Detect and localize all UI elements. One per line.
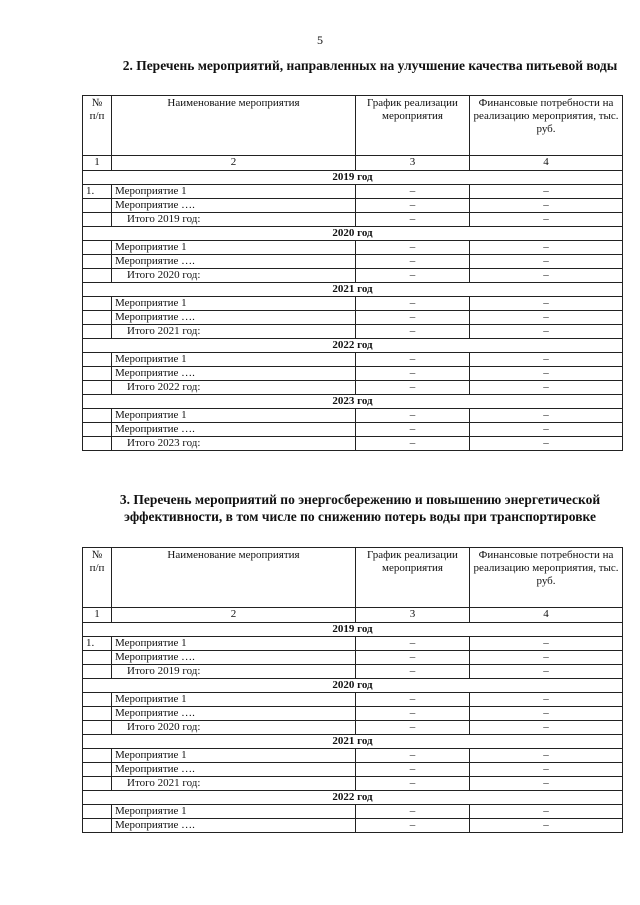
activity-name: Мероприятие 1 <box>112 805 356 819</box>
finance-value: – <box>470 749 623 763</box>
schedule-value: – <box>356 777 470 791</box>
row-number <box>83 665 112 679</box>
row-number <box>83 269 112 283</box>
table-row <box>83 651 623 665</box>
column-number-row <box>83 156 623 171</box>
row-number <box>83 297 112 311</box>
activity-name: Мероприятие …. <box>112 423 356 437</box>
schedule-value: – <box>356 665 470 679</box>
activity-name: Мероприятие 1 <box>112 693 356 707</box>
table-row <box>83 665 623 679</box>
row-number <box>83 437 112 451</box>
header-col3: График реализации мероприятия <box>356 548 470 608</box>
finance-value: – <box>470 437 623 451</box>
year-row <box>83 339 623 353</box>
table-row <box>83 367 623 381</box>
activity-name: Мероприятие …. <box>112 763 356 777</box>
activity-name: Мероприятие 1 <box>112 297 356 311</box>
activity-name: Мероприятие …. <box>112 199 356 213</box>
finance-value: – <box>470 819 623 833</box>
finance-value: – <box>470 721 623 735</box>
year-label: 2020 год <box>83 227 623 241</box>
year-label: 2022 год <box>83 791 623 805</box>
table-row <box>83 437 623 451</box>
column-number: 4 <box>470 156 623 171</box>
column-number: 4 <box>470 608 623 623</box>
table-row <box>83 269 623 283</box>
activity-name: Мероприятие …. <box>112 367 356 381</box>
header-col1: № п/п <box>83 96 112 156</box>
total-label: Итого 2020 год: <box>112 269 356 283</box>
row-number <box>83 693 112 707</box>
total-label: Итого 2020 год: <box>112 721 356 735</box>
row-number <box>83 353 112 367</box>
column-number-row <box>83 608 623 623</box>
finance-value: – <box>470 255 623 269</box>
finance-value: – <box>470 185 623 199</box>
year-label: 2023 год <box>83 395 623 409</box>
row-number: 1. <box>83 637 112 651</box>
schedule-value: – <box>356 707 470 721</box>
year-label: 2020 год <box>83 679 623 693</box>
schedule-value: – <box>356 721 470 735</box>
row-number <box>83 749 112 763</box>
section-3-title: 3. Перечень мероприятий по энергосбережению и повышению энергетической эффективности, в том числе по снижению потерь воды при транспортировке <box>119 492 601 524</box>
schedule-value: – <box>356 437 470 451</box>
table-row <box>83 763 623 777</box>
finance-value: – <box>470 707 623 721</box>
table-row <box>83 325 623 339</box>
schedule-value: – <box>356 409 470 423</box>
total-label: Итого 2019 год: <box>112 213 356 227</box>
finance-value: – <box>470 213 623 227</box>
activity-name: Мероприятие 1 <box>112 409 356 423</box>
total-label: Итого 2021 год: <box>112 325 356 339</box>
row-number <box>83 213 112 227</box>
schedule-value: – <box>356 241 470 255</box>
row-number <box>83 721 112 735</box>
schedule-value: – <box>356 805 470 819</box>
column-number: 3 <box>356 608 470 623</box>
table-row <box>83 311 623 325</box>
schedule-value: – <box>356 367 470 381</box>
row-number <box>83 777 112 791</box>
column-number: 1 <box>83 608 112 623</box>
year-label: 2019 год <box>83 171 623 185</box>
table-row <box>83 749 623 763</box>
table-row <box>83 693 623 707</box>
year-row <box>83 395 623 409</box>
year-row <box>83 171 623 185</box>
row-number <box>83 381 112 395</box>
activity-name: Мероприятие 1 <box>112 185 356 199</box>
schedule-value: – <box>356 749 470 763</box>
row-number <box>83 311 112 325</box>
finance-value: – <box>470 381 623 395</box>
schedule-value: – <box>356 693 470 707</box>
finance-value: – <box>470 199 623 213</box>
row-number <box>83 325 112 339</box>
finance-value: – <box>470 805 623 819</box>
row-number: 1. <box>83 185 112 199</box>
finance-value: – <box>470 651 623 665</box>
row-number <box>83 409 112 423</box>
row-number <box>83 763 112 777</box>
activity-name: Мероприятие 1 <box>112 637 356 651</box>
year-label: 2021 год <box>83 283 623 297</box>
activity-name: Мероприятие 1 <box>112 241 356 255</box>
finance-value: – <box>470 637 623 651</box>
year-row <box>83 791 623 805</box>
row-number <box>83 367 112 381</box>
schedule-value: – <box>356 819 470 833</box>
schedule-value: – <box>356 297 470 311</box>
finance-value: – <box>470 353 623 367</box>
table-row <box>83 213 623 227</box>
table-row <box>83 819 623 833</box>
page-number: 5 <box>317 33 323 47</box>
header-col4: Финансовые потребности на реализацию мероприятия, тыс. руб. <box>470 548 623 608</box>
schedule-value: – <box>356 185 470 199</box>
table-row <box>83 185 623 199</box>
section-2-table <box>82 95 623 451</box>
table-row <box>83 637 623 651</box>
finance-value: – <box>470 325 623 339</box>
schedule-value: – <box>356 213 470 227</box>
year-row <box>83 735 623 749</box>
schedule-value: – <box>356 381 470 395</box>
year-row <box>83 623 623 637</box>
row-number <box>83 255 112 269</box>
row-number <box>83 241 112 255</box>
row-number <box>83 707 112 721</box>
header-col4: Финансовые потребности на реализацию мероприятия, тыс. руб. <box>470 96 623 156</box>
year-row <box>83 679 623 693</box>
table-row <box>83 241 623 255</box>
finance-value: – <box>470 665 623 679</box>
table-row <box>83 707 623 721</box>
table-row <box>83 409 623 423</box>
finance-value: – <box>470 777 623 791</box>
activity-name: Мероприятие …. <box>112 819 356 833</box>
year-label: 2021 год <box>83 735 623 749</box>
table-row <box>83 255 623 269</box>
schedule-value: – <box>356 651 470 665</box>
header-col1: № п/п <box>83 548 112 608</box>
schedule-value: – <box>356 763 470 777</box>
row-number <box>83 199 112 213</box>
year-label: 2019 год <box>83 623 623 637</box>
table-header-row <box>83 96 623 156</box>
activity-name: Мероприятие …. <box>112 255 356 269</box>
table-row <box>83 381 623 395</box>
table-row <box>83 297 623 311</box>
table-row <box>83 805 623 819</box>
section-3-table <box>82 547 623 833</box>
row-number <box>83 819 112 833</box>
year-row <box>83 283 623 297</box>
finance-value: – <box>470 269 623 283</box>
finance-value: – <box>470 423 623 437</box>
total-label: Итого 2023 год: <box>112 437 356 451</box>
year-label: 2022 год <box>83 339 623 353</box>
table-row <box>83 353 623 367</box>
table-row <box>83 423 623 437</box>
header-col3: График реализации мероприятия <box>356 96 470 156</box>
total-label: Итого 2021 год: <box>112 777 356 791</box>
activity-name: Мероприятие …. <box>112 707 356 721</box>
row-number <box>83 423 112 437</box>
schedule-value: – <box>356 353 470 367</box>
schedule-value: – <box>356 325 470 339</box>
total-label: Итого 2019 год: <box>112 665 356 679</box>
column-number: 2 <box>112 156 356 171</box>
finance-value: – <box>470 693 623 707</box>
schedule-value: – <box>356 637 470 651</box>
table-row <box>83 777 623 791</box>
table-row <box>83 199 623 213</box>
finance-value: – <box>470 297 623 311</box>
schedule-value: – <box>356 255 470 269</box>
finance-value: – <box>470 763 623 777</box>
row-number <box>83 651 112 665</box>
year-row <box>83 227 623 241</box>
section-2-title: 2. Перечень мероприятий, направленных на улучшение качества питьевой воды <box>122 58 618 73</box>
schedule-value: – <box>356 311 470 325</box>
schedule-value: – <box>356 199 470 213</box>
column-number: 1 <box>83 156 112 171</box>
finance-value: – <box>470 311 623 325</box>
table-header-row <box>83 548 623 608</box>
column-number: 3 <box>356 156 470 171</box>
total-label: Итого 2022 год: <box>112 381 356 395</box>
schedule-value: – <box>356 269 470 283</box>
row-number <box>83 805 112 819</box>
table-row <box>83 721 623 735</box>
column-number: 2 <box>112 608 356 623</box>
activity-name: Мероприятие …. <box>112 651 356 665</box>
finance-value: – <box>470 409 623 423</box>
finance-value: – <box>470 367 623 381</box>
activity-name: Мероприятие 1 <box>112 353 356 367</box>
activity-name: Мероприятие 1 <box>112 749 356 763</box>
header-col2: Наименование мероприятия <box>112 96 356 156</box>
schedule-value: – <box>356 423 470 437</box>
activity-name: Мероприятие …. <box>112 311 356 325</box>
header-col2: Наименование мероприятия <box>112 548 356 608</box>
finance-value: – <box>470 241 623 255</box>
